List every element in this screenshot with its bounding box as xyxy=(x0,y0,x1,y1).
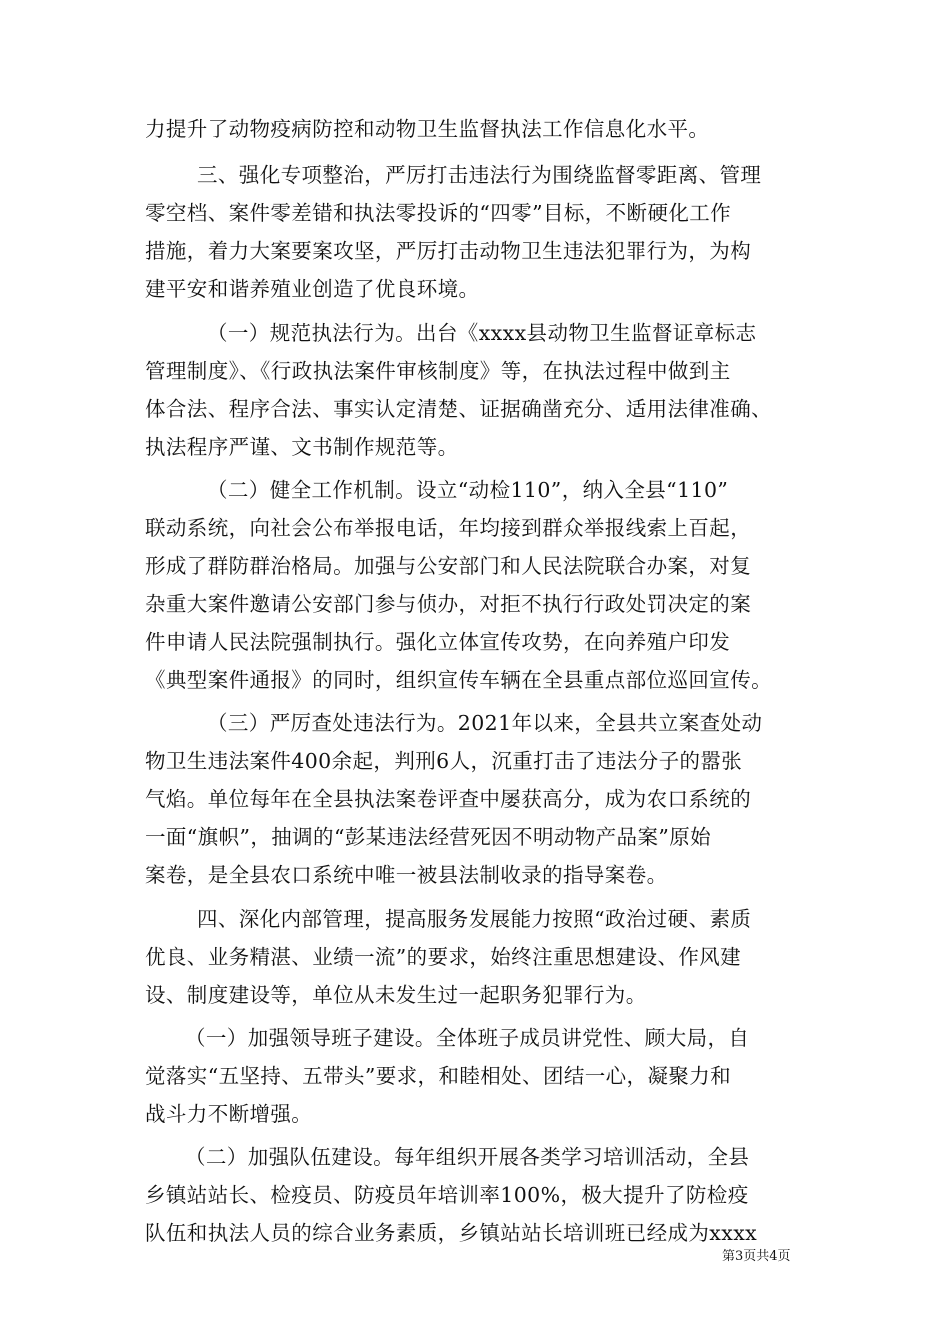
text-line: 物卫生违法案件400余起，判刑6人，沉重打击了违法分子的嚣张 xyxy=(145,749,743,773)
section-heading-3: 三、强化专项整治，严厉打击违法行为围绕监督零距离、管理 xyxy=(197,163,762,187)
text-line: 队伍和执法人员的综合业务素质，乡镇站站长培训班已经成为xxxx xyxy=(145,1221,758,1245)
section-heading-4: 四、深化内部管理，提高服务发展能力按照“政治过硬、素质 xyxy=(197,907,752,931)
page-number: 第3页共4页 xyxy=(722,1249,791,1264)
text-line: 零空档、案件零差错和执法零投诉的“四零”目标，不断硬化工作 xyxy=(145,201,732,225)
text-line: 措施，着力大案要案攻坚，严厉打击动物卫生违法犯罪行为，为构 xyxy=(145,239,752,263)
subsection-heading-3-3: （三）严厉查处违法行为。2021年以来，全县共立案查处动 xyxy=(207,711,763,735)
text-line: 觉落实“五坚持、五带头”要求，和睦相处、团结一心，凝聚力和 xyxy=(145,1064,732,1088)
text-line: 件申请人民法院强制执行。强化立体宣传攻势，在向养殖户印发 xyxy=(145,630,731,654)
subsection-heading-3-1: （一）规范执法行为。出台《xxxx县动物卫生监督证章标志 xyxy=(207,321,757,345)
text-line: 体合法、程序合法、事实认定清楚、证据确凿充分、适用法律准确、 xyxy=(145,397,772,421)
text-line: 建平安和谐养殖业创造了优良环境。 xyxy=(145,277,480,301)
subsection-heading-4-1: （一）加强领导班子建设。全体班子成员讲党性、顾大局，自 xyxy=(185,1026,750,1050)
text-line: 乡镇站站长、检疫员、防疫员年培训率100%，极大提升了防检疫 xyxy=(145,1183,749,1207)
text-line: 管理制度》、《行政执法案件审核制度》等，在执法过程中做到主 xyxy=(145,359,731,383)
subsection-heading-3-2: （二）健全工作机制。设立“动检110”，纳入全县“110” xyxy=(207,478,729,502)
text-line: 杂重大案件邀请公安部门参与侦办，对拒不执行行政处罚决定的案 xyxy=(145,592,752,616)
text-line: 力提升了动物疫病防控和动物卫生监督执法工作信息化水平。 xyxy=(145,117,710,141)
text-line: 案卷，是全县农口系统中唯一被县法制收录的指导案卷。 xyxy=(145,863,668,887)
text-line: 执法程序严谨、文书制作规范等。 xyxy=(145,435,459,459)
text-line: 形成了群防群治格局。加强与公安部门和人民法院联合办案，对复 xyxy=(145,554,752,578)
text-line: 联动系统，向社会公布举报电话，年均接到群众举报线索上百起， xyxy=(145,516,752,540)
subsection-heading-4-2: （二）加强队伍建设。每年组织开展各类学习培训活动，全县 xyxy=(185,1145,750,1169)
text-line: 优良、业务精湛、业绩一流”的要求，始终注重思想建设、作风建 xyxy=(145,945,742,969)
text-line: 战斗力不断增强。 xyxy=(145,1102,313,1126)
text-line: 气焰。单位每年在全县执法案卷评查中屡获高分，成为农口系统的 xyxy=(145,787,752,811)
text-line: 《典型案件通报》的同时，组织宣传车辆在全县重点部位巡回宣传。 xyxy=(145,668,772,692)
text-line: 设、制度建设等，单位从未发生过一起职务犯罪行为。 xyxy=(145,983,647,1007)
text-line: 一面“旗帜”，抽调的“彭某违法经营死因不明动物产品案”原始 xyxy=(145,825,712,849)
